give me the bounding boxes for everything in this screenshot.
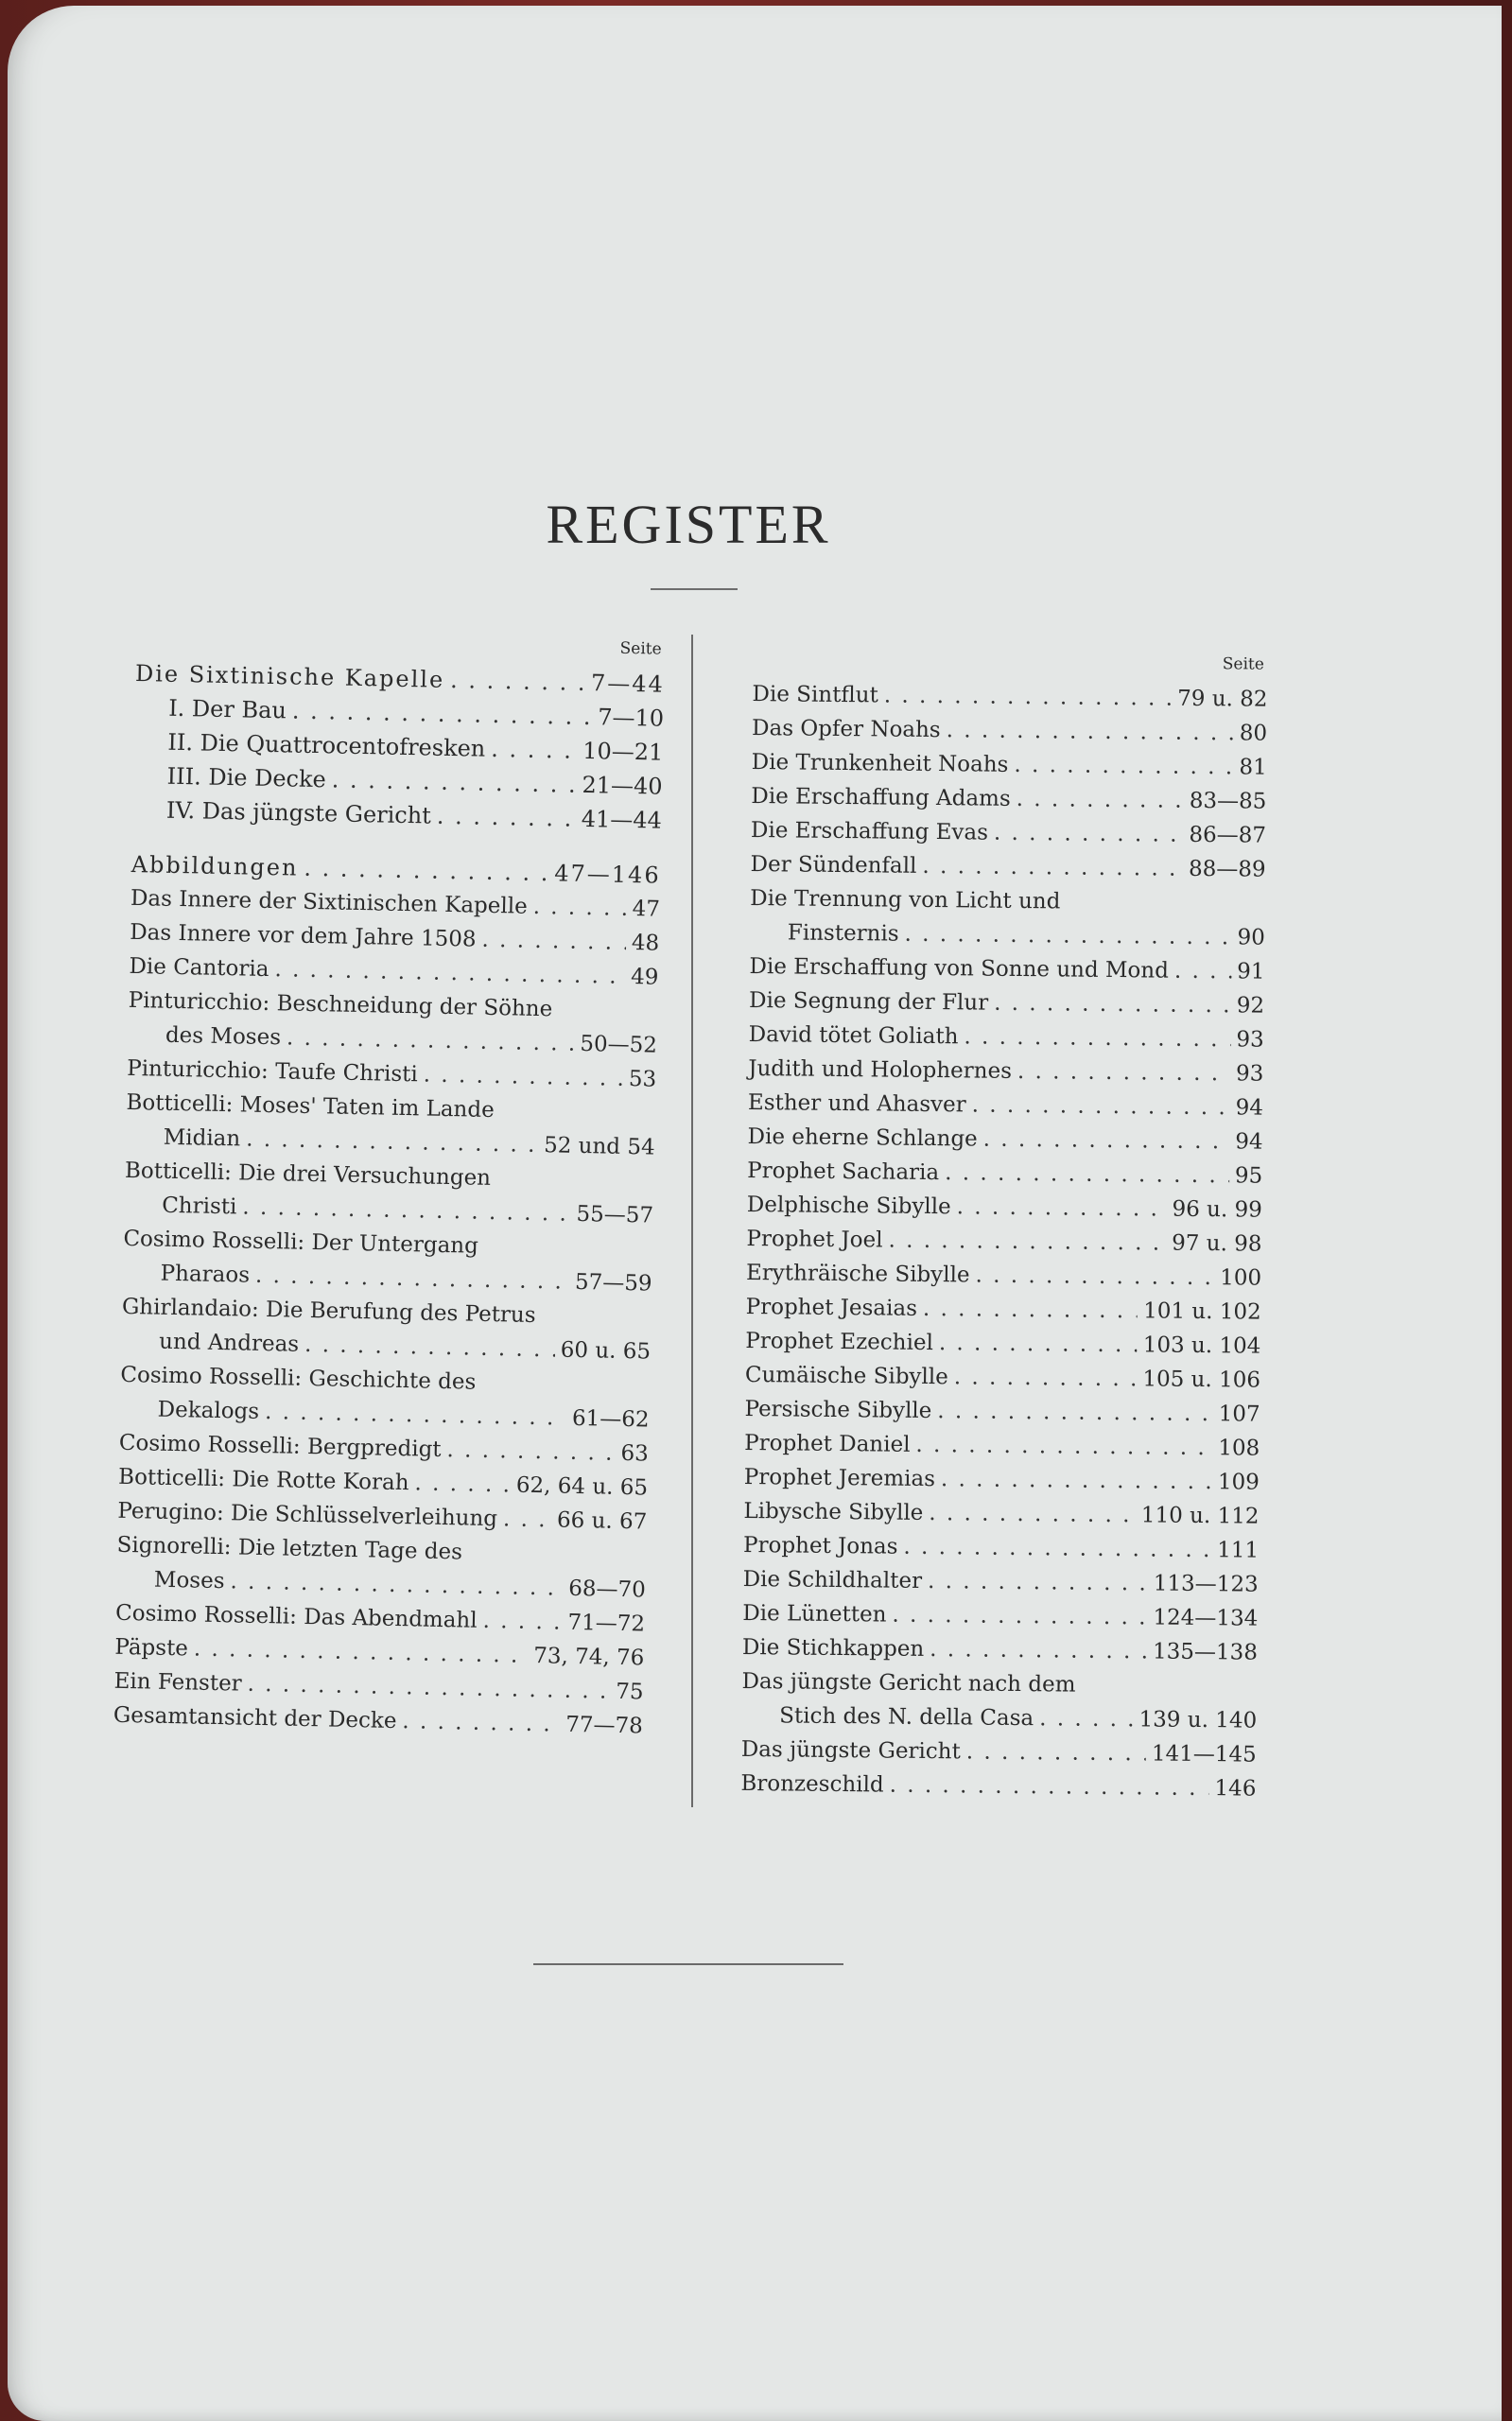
entry-pages: 75: [616, 1679, 644, 1705]
entry-pages: 109: [1217, 1470, 1260, 1495]
entry-label: Botticelli: Die drei Versuchungen: [124, 1158, 492, 1191]
entry-label: Abbildungen: [130, 850, 299, 881]
entry-pages: 97 u. 98: [1172, 1230, 1262, 1257]
column-divider: [691, 635, 693, 1807]
entry-label: Gesamtansicht der Decke: [113, 1702, 397, 1734]
entry-pages: 66 u. 67: [556, 1507, 648, 1535]
leader-dots: [903, 1530, 1211, 1567]
entry-continuation: Finsternis: [787, 920, 899, 947]
leader-dots: [450, 663, 586, 700]
leader-dots: [304, 1328, 555, 1367]
index-entry: [741, 1733, 1257, 1772]
entry-label: Die Schildhalter: [742, 1566, 923, 1594]
index-entry: [744, 1460, 1260, 1500]
index-entry: [749, 949, 1264, 989]
entry-continuation: des Moses: [165, 1022, 282, 1051]
entry-continuation: Christi: [161, 1193, 237, 1220]
entry-pages: 50—52: [580, 1031, 658, 1058]
entry-label: Das Opfer Noahs: [751, 715, 941, 743]
index-entry: [749, 1018, 1264, 1057]
entry-label: Erythräische Sibylle: [745, 1260, 970, 1288]
entry-pages: 139 u. 140: [1138, 1707, 1258, 1733]
entry-pages: 110 u. 112: [1140, 1503, 1260, 1529]
leader-dots: [915, 1428, 1212, 1465]
entry-label: Prophet Ezechiel: [745, 1328, 934, 1356]
index-entry: [743, 1562, 1259, 1602]
entry-pages: 88—89: [1188, 856, 1266, 882]
leader-dots: [884, 678, 1173, 715]
entry-label: Prophet Jesaias: [745, 1294, 918, 1321]
entry-label: Die Cantoria: [129, 953, 269, 983]
entry-pages: 79 u. 82: [1177, 686, 1268, 712]
entry-pages: 61—62: [571, 1405, 650, 1433]
entry-label: III. Die Decke: [166, 762, 327, 793]
index-entry-line: [741, 1664, 1257, 1704]
entry-pages: 21—40: [582, 771, 663, 800]
entry-pages: 91: [1237, 959, 1265, 984]
entry-label: Botticelli: Die Rotte Korah: [117, 1464, 409, 1496]
entry-pages: 62, 64 u. 65: [515, 1472, 649, 1501]
leader-dots: [889, 1768, 1208, 1806]
index-entry: [747, 1120, 1262, 1159]
entry-label: Cosimo Rosselli: Der Untergang: [123, 1226, 479, 1259]
entry-pages: 124—134: [1153, 1605, 1259, 1631]
leader-dots: [964, 1019, 1230, 1056]
entry-label: Botticelli: Moses' Taten im Lande: [126, 1089, 495, 1123]
entry-label: Päpste: [114, 1634, 189, 1662]
entry-pages: 108: [1218, 1436, 1260, 1461]
index-entry: [740, 1767, 1256, 1806]
leader-dots: [402, 1704, 561, 1741]
index-entry: [749, 984, 1264, 1023]
entry-label: Das jüngste Gericht nach dem: [741, 1668, 1076, 1698]
index-entry: [751, 779, 1266, 819]
entry-pages: 7—44: [590, 670, 666, 698]
leader-dots: [994, 986, 1231, 1023]
entry-label: Bronzeschild: [740, 1770, 884, 1798]
entry-pages: 10—21: [582, 737, 664, 766]
leader-dots: [331, 762, 577, 801]
entry-label: I. Der Bau: [167, 694, 287, 724]
entry-pages: 41—44: [581, 805, 663, 834]
entry-pages: 83—85: [1189, 788, 1267, 814]
index-entry: [746, 1222, 1261, 1262]
leader-dots: [922, 849, 1183, 886]
entry-label: Cosimo Rosselli: Bergpredigt: [118, 1430, 442, 1462]
leader-dots: [945, 1156, 1229, 1193]
left-column: [113, 628, 666, 1743]
entry-pages: 71—72: [567, 1610, 646, 1637]
entry-pages: 113—123: [1153, 1571, 1259, 1597]
entry-label: Ghirlandaio: Die Berufung des Petrus: [121, 1294, 536, 1329]
entry-label: Cosimo Rosselli: Geschichte des: [120, 1362, 477, 1395]
leader-dots: [1017, 1054, 1230, 1090]
index-entry: [752, 745, 1267, 785]
title-rule: [651, 588, 738, 590]
index-entry: [743, 1528, 1259, 1568]
entry-continuation: Moses: [153, 1567, 225, 1594]
entry-label: Perugino: Die Schlüsselverleihung: [117, 1498, 498, 1532]
leader-dots: [904, 917, 1231, 955]
entry-pages: 95: [1234, 1163, 1263, 1189]
entry-pages: 111: [1217, 1538, 1260, 1563]
entry-pages: 146: [1214, 1776, 1257, 1802]
leader-dots: [892, 1598, 1147, 1635]
leader-dots: [923, 1292, 1138, 1328]
entry-label: Prophet Jonas: [742, 1532, 898, 1559]
seite-header: Seite: [619, 638, 662, 659]
entry-label: Signorelli: Die letzten Tage des: [116, 1532, 463, 1565]
entry-label: Prophet Jeremias: [743, 1464, 936, 1492]
entry-pages: 53: [628, 1067, 657, 1092]
right-column: [740, 649, 1268, 1806]
index-entry: [752, 711, 1267, 751]
entry-pages: 93: [1235, 1061, 1264, 1087]
leader-dots: [972, 1088, 1230, 1124]
entry-label: Libysche Sibylle: [743, 1498, 924, 1525]
entry-label: Die Sixtinische Kapelle: [134, 659, 445, 693]
entry-label: Die Segnung der Flur: [748, 987, 989, 1016]
entry-label: Pinturicchio: Taufe Christi: [126, 1055, 419, 1088]
entry-pages: 90: [1237, 925, 1265, 950]
index-entry: [752, 677, 1267, 717]
seite-header: Seite: [1222, 654, 1264, 674]
entry-label: Cumäische Sibylle: [744, 1362, 948, 1390]
leader-dots: [957, 1190, 1167, 1226]
leader-dots: [1039, 1701, 1134, 1736]
illustration-list: [740, 677, 1267, 1806]
leader-dots: [954, 1360, 1138, 1396]
index-entry: [742, 1596, 1258, 1636]
entry-label: Ein Fenster: [113, 1668, 242, 1697]
leader-dots: [929, 1496, 1136, 1532]
leader-dots: [888, 1224, 1166, 1261]
entry-continuation: Pharaos: [160, 1261, 251, 1288]
leader-dots: [491, 732, 578, 768]
entry-label: David tötet Goliath: [748, 1021, 959, 1050]
illustration-list: [113, 881, 661, 1744]
entry-label: Prophet Daniel: [744, 1430, 911, 1457]
index-entry: [744, 1426, 1260, 1466]
entry-pages: 68—70: [568, 1576, 647, 1603]
entry-label: Prophet Sacharia: [747, 1158, 940, 1186]
leader-dots: [503, 1502, 552, 1537]
entry-label: Judith und Holophernes: [748, 1055, 1013, 1084]
leader-dots: [414, 1466, 511, 1502]
leader-dots: [436, 799, 576, 836]
entry-label: Die Sintflut: [752, 681, 878, 708]
leader-dots: [994, 816, 1184, 852]
leader-dots: [946, 713, 1234, 750]
leader-dots: [1017, 782, 1184, 818]
entry-label: Cosimo Rosselli: Das Abendmahl: [114, 1600, 478, 1633]
index-entry: [744, 1392, 1260, 1432]
entry-pages: 93: [1236, 1027, 1264, 1053]
index-entry: [751, 813, 1266, 853]
entry-label: Der Sündenfall: [750, 851, 917, 879]
entry-label: Die Erschaffung Evas: [750, 817, 989, 845]
entry-label: Die Lünetten: [742, 1600, 887, 1628]
entry-pages: 55—57: [576, 1201, 654, 1228]
entry-pages: 103 u. 104: [1142, 1332, 1261, 1359]
entry-label: Die Erschaffung von Sonne und Mond: [749, 953, 1170, 984]
entry-pages: 105 u. 106: [1142, 1367, 1261, 1393]
leader-dots: [194, 1632, 529, 1673]
leader-dots: [928, 1564, 1148, 1600]
entry-pages: 47—146: [554, 860, 661, 889]
entry-label: Persische Sibylle: [744, 1396, 932, 1424]
entry-pages: 94: [1235, 1095, 1264, 1121]
index-entry: [750, 915, 1265, 955]
chapter-sections: [132, 690, 665, 838]
entry-pages: 52 und 54: [543, 1133, 655, 1160]
index-entry-line: [750, 881, 1265, 921]
entry-pages: 81: [1239, 755, 1267, 780]
entry-pages: 57—59: [574, 1269, 652, 1297]
entry-pages: 49: [630, 965, 659, 990]
leader-dots: [966, 1734, 1147, 1770]
entry-pages: 73, 74, 76: [533, 1644, 645, 1671]
index-entry: [747, 1154, 1262, 1193]
entry-pages: 60 u. 65: [560, 1337, 652, 1365]
leader-dots: [1174, 954, 1232, 989]
leader-dots: [941, 1462, 1212, 1499]
entry-label: II. Die Quattrocentofresken: [167, 728, 486, 762]
leader-dots: [1014, 748, 1233, 784]
entry-label: Pinturicchio: Beschneidung der Söhne: [128, 987, 553, 1022]
leader-dots: [930, 1632, 1147, 1668]
entry-pages: 7—10: [598, 704, 665, 732]
entry-pages: 94: [1235, 1129, 1263, 1155]
entry-label: Die Trennung von Licht und: [750, 885, 1061, 914]
entry-label: Die Trunkenheit Noahs: [751, 749, 1009, 777]
entry-pages: 48: [631, 931, 660, 956]
leader-dots: [939, 1326, 1138, 1362]
entry-continuation: Midian: [163, 1124, 241, 1152]
entry-label: Die eherne Schlange: [747, 1123, 978, 1152]
entry-pages: 96 u. 99: [1172, 1196, 1262, 1223]
entry-continuation: und Andreas: [158, 1329, 300, 1357]
leader-dots: [423, 1057, 623, 1095]
index-entry: [745, 1358, 1260, 1398]
entry-pages: 47: [632, 897, 661, 922]
entry-pages: 100: [1220, 1265, 1262, 1291]
leader-dots: [937, 1394, 1213, 1431]
entry-label: Esther und Ahasver: [747, 1089, 966, 1118]
leader-dots: [975, 1259, 1214, 1296]
entry-label: Die Erschaffung Adams: [751, 783, 1011, 811]
entry-pages: 80: [1239, 721, 1268, 746]
entry-pages: 135—138: [1152, 1639, 1259, 1665]
page-title: REGISTER: [546, 494, 831, 555]
index-entry: [746, 1290, 1261, 1330]
leader-dots: [983, 1123, 1230, 1159]
index-entry: [748, 1052, 1263, 1091]
index-entry: [742, 1630, 1258, 1670]
index-entry: [750, 847, 1265, 887]
index-entry: [741, 1698, 1257, 1738]
entry-pages: 63: [620, 1440, 650, 1467]
entry-pages: 86—87: [1189, 822, 1267, 848]
entry-pages: 77—78: [565, 1712, 644, 1739]
entry-label: Prophet Joel: [746, 1226, 883, 1253]
index-entry: [746, 1256, 1261, 1296]
entry-label: Das Innere der Sixtinischen Kapelle: [130, 885, 528, 919]
entry-pages: 141—145: [1151, 1741, 1257, 1768]
entry-continuation: Stich des N. della Casa: [779, 1703, 1034, 1732]
book-page: [8, 6, 1502, 2421]
index-entry: [747, 1188, 1262, 1228]
entry-label: Das jüngste Gericht: [740, 1736, 961, 1765]
index-entry: [743, 1494, 1259, 1534]
bottom-rule: [533, 1963, 843, 1965]
entry-label: Die Stichkappen: [741, 1634, 925, 1662]
leader-dots: [482, 1604, 563, 1640]
entry-pages: 101 u. 102: [1143, 1298, 1261, 1325]
entry-pages: 92: [1236, 993, 1265, 1019]
entry-label: Delphische Sibylle: [746, 1192, 951, 1220]
leader-dots: [446, 1433, 616, 1471]
leader-dots: [532, 890, 627, 926]
entry-label: Das Innere vor dem Jahre 1508: [129, 919, 477, 952]
entry-pages: 107: [1218, 1402, 1260, 1427]
leader-dots: [304, 851, 549, 890]
index-entry: [745, 1324, 1260, 1364]
leader-dots: [481, 923, 626, 960]
entry-continuation: Dekalogs: [157, 1397, 260, 1424]
entry-label: IV. Das jüngste Gericht: [165, 796, 432, 829]
index-entry: [748, 1086, 1263, 1125]
